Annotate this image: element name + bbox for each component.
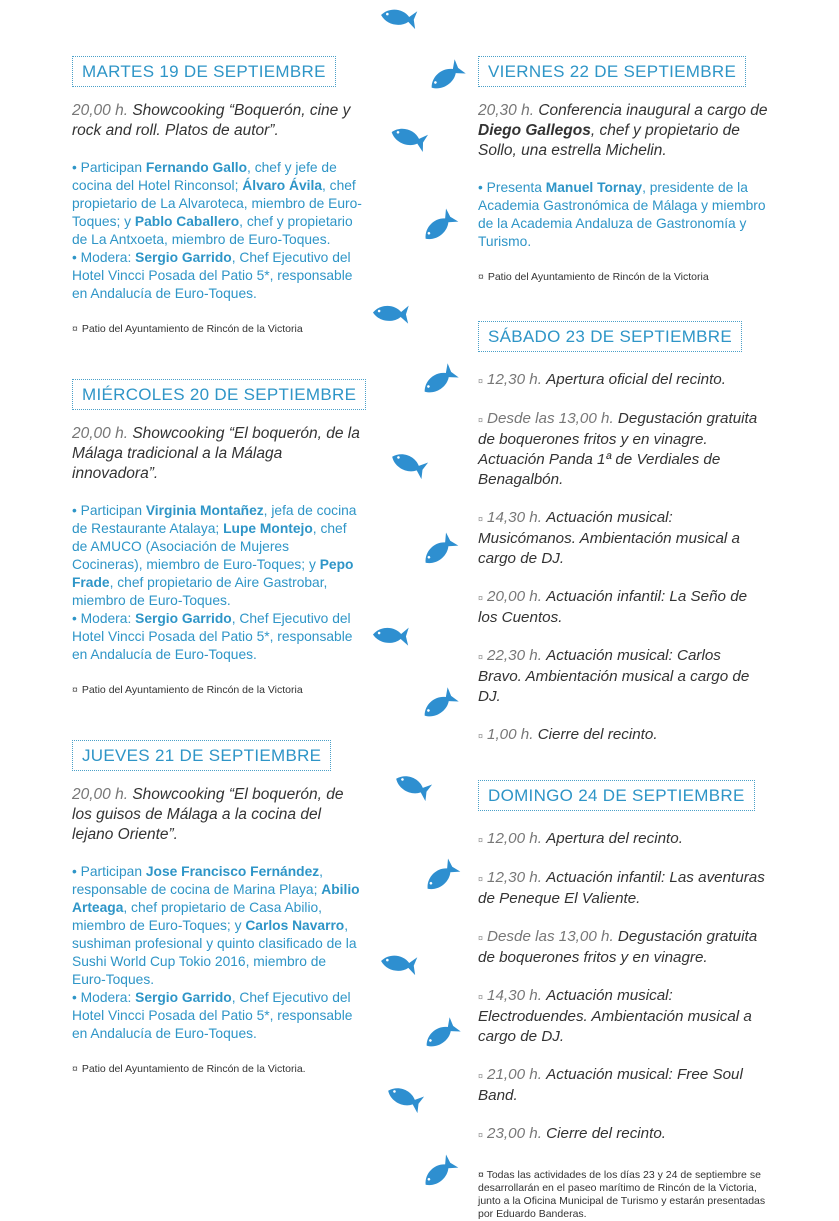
anchovy-icon (376, 945, 421, 981)
event-title: Showcooking “El boquerón, de la Málaga tradicional a la Málaga innovadora”. (72, 425, 360, 482)
event-time: 20,00 h. (72, 786, 129, 803)
venue-mark: ¤ (72, 323, 78, 335)
schedule-time: 12,00 h. (487, 830, 542, 847)
left-column (72, 56, 362, 1075)
day-thursday (72, 740, 362, 1075)
presenter (478, 179, 768, 251)
participant-text: , chef y jefe de cocina del Hotel Rinconsol; (72, 160, 337, 193)
schedule-time: Desde las 13,00 h. (487, 928, 614, 945)
participant-name: Virginia Montañez (145, 503, 264, 518)
schedule-desc: Apertura oficial del recinto. (546, 371, 726, 388)
schedule-desc: Apertura del recinto. (546, 830, 683, 847)
schedule-item (478, 508, 768, 569)
participant-name: Álvaro Ávila (242, 178, 323, 193)
day-sunday (478, 780, 768, 1221)
bullet-mark: ¤ (478, 514, 484, 524)
bullet-mark: ¤ (478, 1071, 484, 1081)
anchovy-icon (413, 681, 463, 729)
schedule-desc: Cierre del recinto. (537, 726, 658, 743)
venue-text: Patio del Ayuntamiento de Rincón de la Victoria (81, 323, 303, 335)
participant-text: , responsable de cocina de Marina Playa; (72, 864, 323, 897)
venue (72, 684, 362, 696)
schedule-desc: Actuación infantil: La Seño de los Cuentos. (478, 588, 748, 626)
bullet-mark: ¤ (478, 1130, 484, 1140)
participant-text: , chef propietario de La Alvaroteca, miembro de Euro-Toques; y (72, 178, 362, 229)
moderator-text: , Chef Ejecutivo del Hotel Vincci Posada del Patio 5*, responsable en Andalucía de Euro-Toques. (72, 250, 353, 301)
day-heading: JUEVES 21 DE SEPTIEMBRE (72, 740, 331, 771)
participant-text: , chef y propietario de La Antxoeta, miembro de Euro-Toques. (72, 214, 353, 247)
event-time: 20,00 h. (72, 102, 129, 119)
participants-prefix: • Participan (72, 503, 146, 518)
schedule-item (478, 646, 768, 707)
anchovy-icon (415, 853, 465, 902)
schedule-item (478, 1124, 768, 1145)
day-heading: MIÉRCOLES 20 DE SEPTIEMBRE (72, 379, 366, 410)
moderator-prefix: • Modera: (72, 990, 136, 1005)
bullet-mark: ¤ (478, 992, 484, 1002)
day-saturday (478, 321, 768, 746)
anchovy-icon (388, 763, 437, 807)
schedule-time: 12,30 h. (487, 371, 542, 388)
participants (72, 863, 362, 1043)
event-description (72, 424, 362, 484)
moderator-prefix: • Modera: (72, 611, 136, 626)
anchovy-icon (413, 357, 463, 405)
participants-prefix: • Participan (72, 864, 146, 879)
venue (478, 271, 768, 283)
schedule-desc: Degustación gratuita de boquerones fritos y en vinagre. Actuación Panda 1ª de Verdiales de Benagalbón. (478, 410, 758, 488)
schedule-item (478, 868, 768, 909)
bullet-mark: ¤ (478, 593, 484, 603)
anchovy-icon (369, 618, 411, 651)
bullet-mark: ¤ (478, 874, 484, 884)
schedule-time: 1,00 h. (487, 726, 534, 743)
event-description (478, 101, 768, 161)
moderator-text: , Chef Ejecutivo del Hotel Vincci Posada del Patio 5*, responsable en Andalucía de Euro-Toques. (72, 611, 353, 662)
schedule-desc: Actuación musical: Electroduendes. Ambientación musical a cargo de DJ. (478, 987, 752, 1045)
bullet-mark: ¤ (478, 415, 484, 425)
bullet-mark: ¤ (478, 376, 484, 386)
day-heading: MARTES 19 DE SEPTIEMBRE (72, 56, 336, 87)
schedule-desc: Actuación musical: Musicómanos. Ambientación musical a cargo de DJ. (478, 509, 740, 567)
schedule-desc: Degustación gratuita de boquerones fritos y en vinagre. (478, 928, 758, 966)
anchovy-icon (413, 527, 463, 576)
schedule-time: 22,30 h. (487, 647, 542, 664)
schedule-item (478, 1065, 768, 1106)
day-heading: VIERNES 22 DE SEPTIEMBRE (478, 56, 746, 87)
participant-text: , chef de AMUCO (Asociación de Mujeres Cocineras), miembro de Euro-Toques; y (72, 521, 347, 572)
participant-name: Jose Francisco Fernández (145, 864, 320, 879)
presenter-name: Manuel Tornay (545, 180, 643, 195)
right-column (478, 56, 768, 1221)
schedule-item (478, 725, 768, 746)
event-time: 20,00 h. (72, 425, 129, 442)
day-friday (478, 56, 768, 283)
venue-text: Patio del Ayuntamiento de Rincón de la Victoria (81, 684, 303, 696)
anchovy-icon (380, 1075, 429, 1119)
venue (72, 1063, 362, 1075)
moderator-name: Sergio Garrido (135, 990, 232, 1005)
anchovy-icon (413, 203, 463, 252)
bullet-mark: ¤ (478, 835, 484, 845)
schedule-desc: Actuación musical: Carlos Bravo. Ambientación musical a cargo de DJ. (478, 647, 750, 705)
schedule-time: 23,00 h. (487, 1125, 542, 1142)
day-tuesday (72, 56, 362, 335)
schedule-item (478, 587, 768, 628)
event-title-end: , chef y propietario de Sollo, una estrella Michelin. (478, 122, 740, 159)
event-title-start: Conferencia inaugural a cargo de (538, 102, 768, 119)
bullet-mark: ¤ (478, 731, 484, 741)
schedule-item (478, 829, 768, 850)
schedule-item (478, 409, 768, 490)
footnote-mark: ¤ (478, 1169, 484, 1181)
day-heading: DOMINGO 24 DE SEPTIEMBRE (478, 780, 755, 811)
day-wednesday (72, 379, 362, 696)
event-title: Showcooking “El boquerón, de los guisos de Málaga a la cocina del lejano Oriente”. (72, 786, 344, 843)
participant-name: Abilio Arteaga (72, 882, 360, 915)
moderator-name: Sergio Garrido (135, 611, 232, 626)
event-title: Showcooking “Boquerón, cine y rock and roll. Platos de autor”. (72, 102, 351, 139)
participants (72, 159, 362, 303)
schedule-time: 20,00 h. (487, 588, 542, 605)
anchovy-icon (376, 0, 421, 35)
participant-name: Lupe Montejo (223, 521, 313, 536)
participants-prefix: • Participan (72, 160, 146, 175)
anchovy-icon (384, 441, 433, 485)
venue (72, 323, 362, 335)
venue-mark: ¤ (72, 1063, 78, 1075)
moderator-text: , Chef Ejecutivo del Hotel Vincci Posada del Patio 5*, responsable en Andalucía de Euro-Toques. (72, 990, 353, 1041)
schedule-item (478, 986, 768, 1047)
anchovy-icon (384, 116, 432, 158)
footnote (478, 1169, 768, 1221)
anchovy-icon (415, 1011, 465, 1059)
event-time: 20,30 h. (478, 102, 535, 119)
schedule-time: 12,30 h. (487, 869, 542, 886)
schedule-desc: Actuación infantil: Las aventuras de Peneque El Valiente. (478, 869, 765, 907)
schedule-list (478, 370, 768, 746)
schedule-time: 14,30 h. (487, 987, 542, 1004)
schedule-item (478, 370, 768, 391)
moderator-prefix: • Modera: (72, 250, 136, 265)
schedule-time: Desde las 13,00 h. (487, 410, 614, 427)
schedule-desc: Actuación musical: Free Soul Band. (478, 1066, 743, 1104)
moderator-name: Sergio Garrido (135, 250, 232, 265)
footnote-text: Todas las actividades de los días 23 y 24 de septiembre se desarrollarán en el paseo marítimo de Rincón de la Victoria, junto a la Oficina Municipal de Turismo y estarán presentadas por Eduardo Banderas. (478, 1169, 766, 1220)
participant-text: , sushiman profesional y quinto clasificado de la Sushi World Cup Tokio 2016, miembro de Euro-Toques. (72, 918, 357, 987)
participant-name: Fernando Gallo (145, 160, 248, 175)
participant-text: , chef propietario de Aire Gastrobar, miembro de Euro-Toques. (72, 575, 328, 608)
venue-mark: ¤ (478, 271, 484, 283)
speaker-name: Diego Gallegos (478, 122, 591, 139)
presenter-text: , presidente de la Academia Gastronómica de Málaga y miembro de la Academia Andaluza de Gastronomía y Turismo. (478, 180, 766, 249)
venue-text: Patio del Ayuntamiento de Rincón de la Victoria. (81, 1063, 306, 1075)
anchovy-icon (420, 53, 470, 101)
schedule-time: 21,00 h. (487, 1066, 542, 1083)
participant-text: , jefa de cocina de Restaurante Atalaya; (72, 503, 357, 536)
bullet-mark: ¤ (478, 652, 484, 662)
venue-text: Patio del Ayuntamiento de Rincón de la Victoria (487, 271, 709, 283)
event-description (72, 101, 362, 141)
anchovy-icon (369, 296, 411, 329)
day-heading: SÁBADO 23 DE SEPTIEMBRE (478, 321, 742, 352)
schedule-time: 14,30 h. (487, 509, 542, 526)
event-description (72, 785, 362, 845)
participants (72, 502, 362, 664)
participant-text: , chef propietario de Casa Abilio, miembro de Euro-Toques; y (72, 900, 323, 933)
anchovy-icon (413, 1149, 463, 1198)
schedule-desc: Cierre del recinto. (546, 1125, 667, 1142)
participant-name: Carlos Navarro (245, 918, 345, 933)
bullet-mark: ¤ (478, 933, 484, 943)
presenter-prefix: • Presenta (478, 180, 546, 195)
schedule-item (478, 927, 768, 968)
participant-name: Pablo Caballero (134, 214, 240, 229)
venue-mark: ¤ (72, 684, 78, 696)
participant-name: Pepo Frade (72, 557, 354, 590)
schedule-list (478, 829, 768, 1145)
